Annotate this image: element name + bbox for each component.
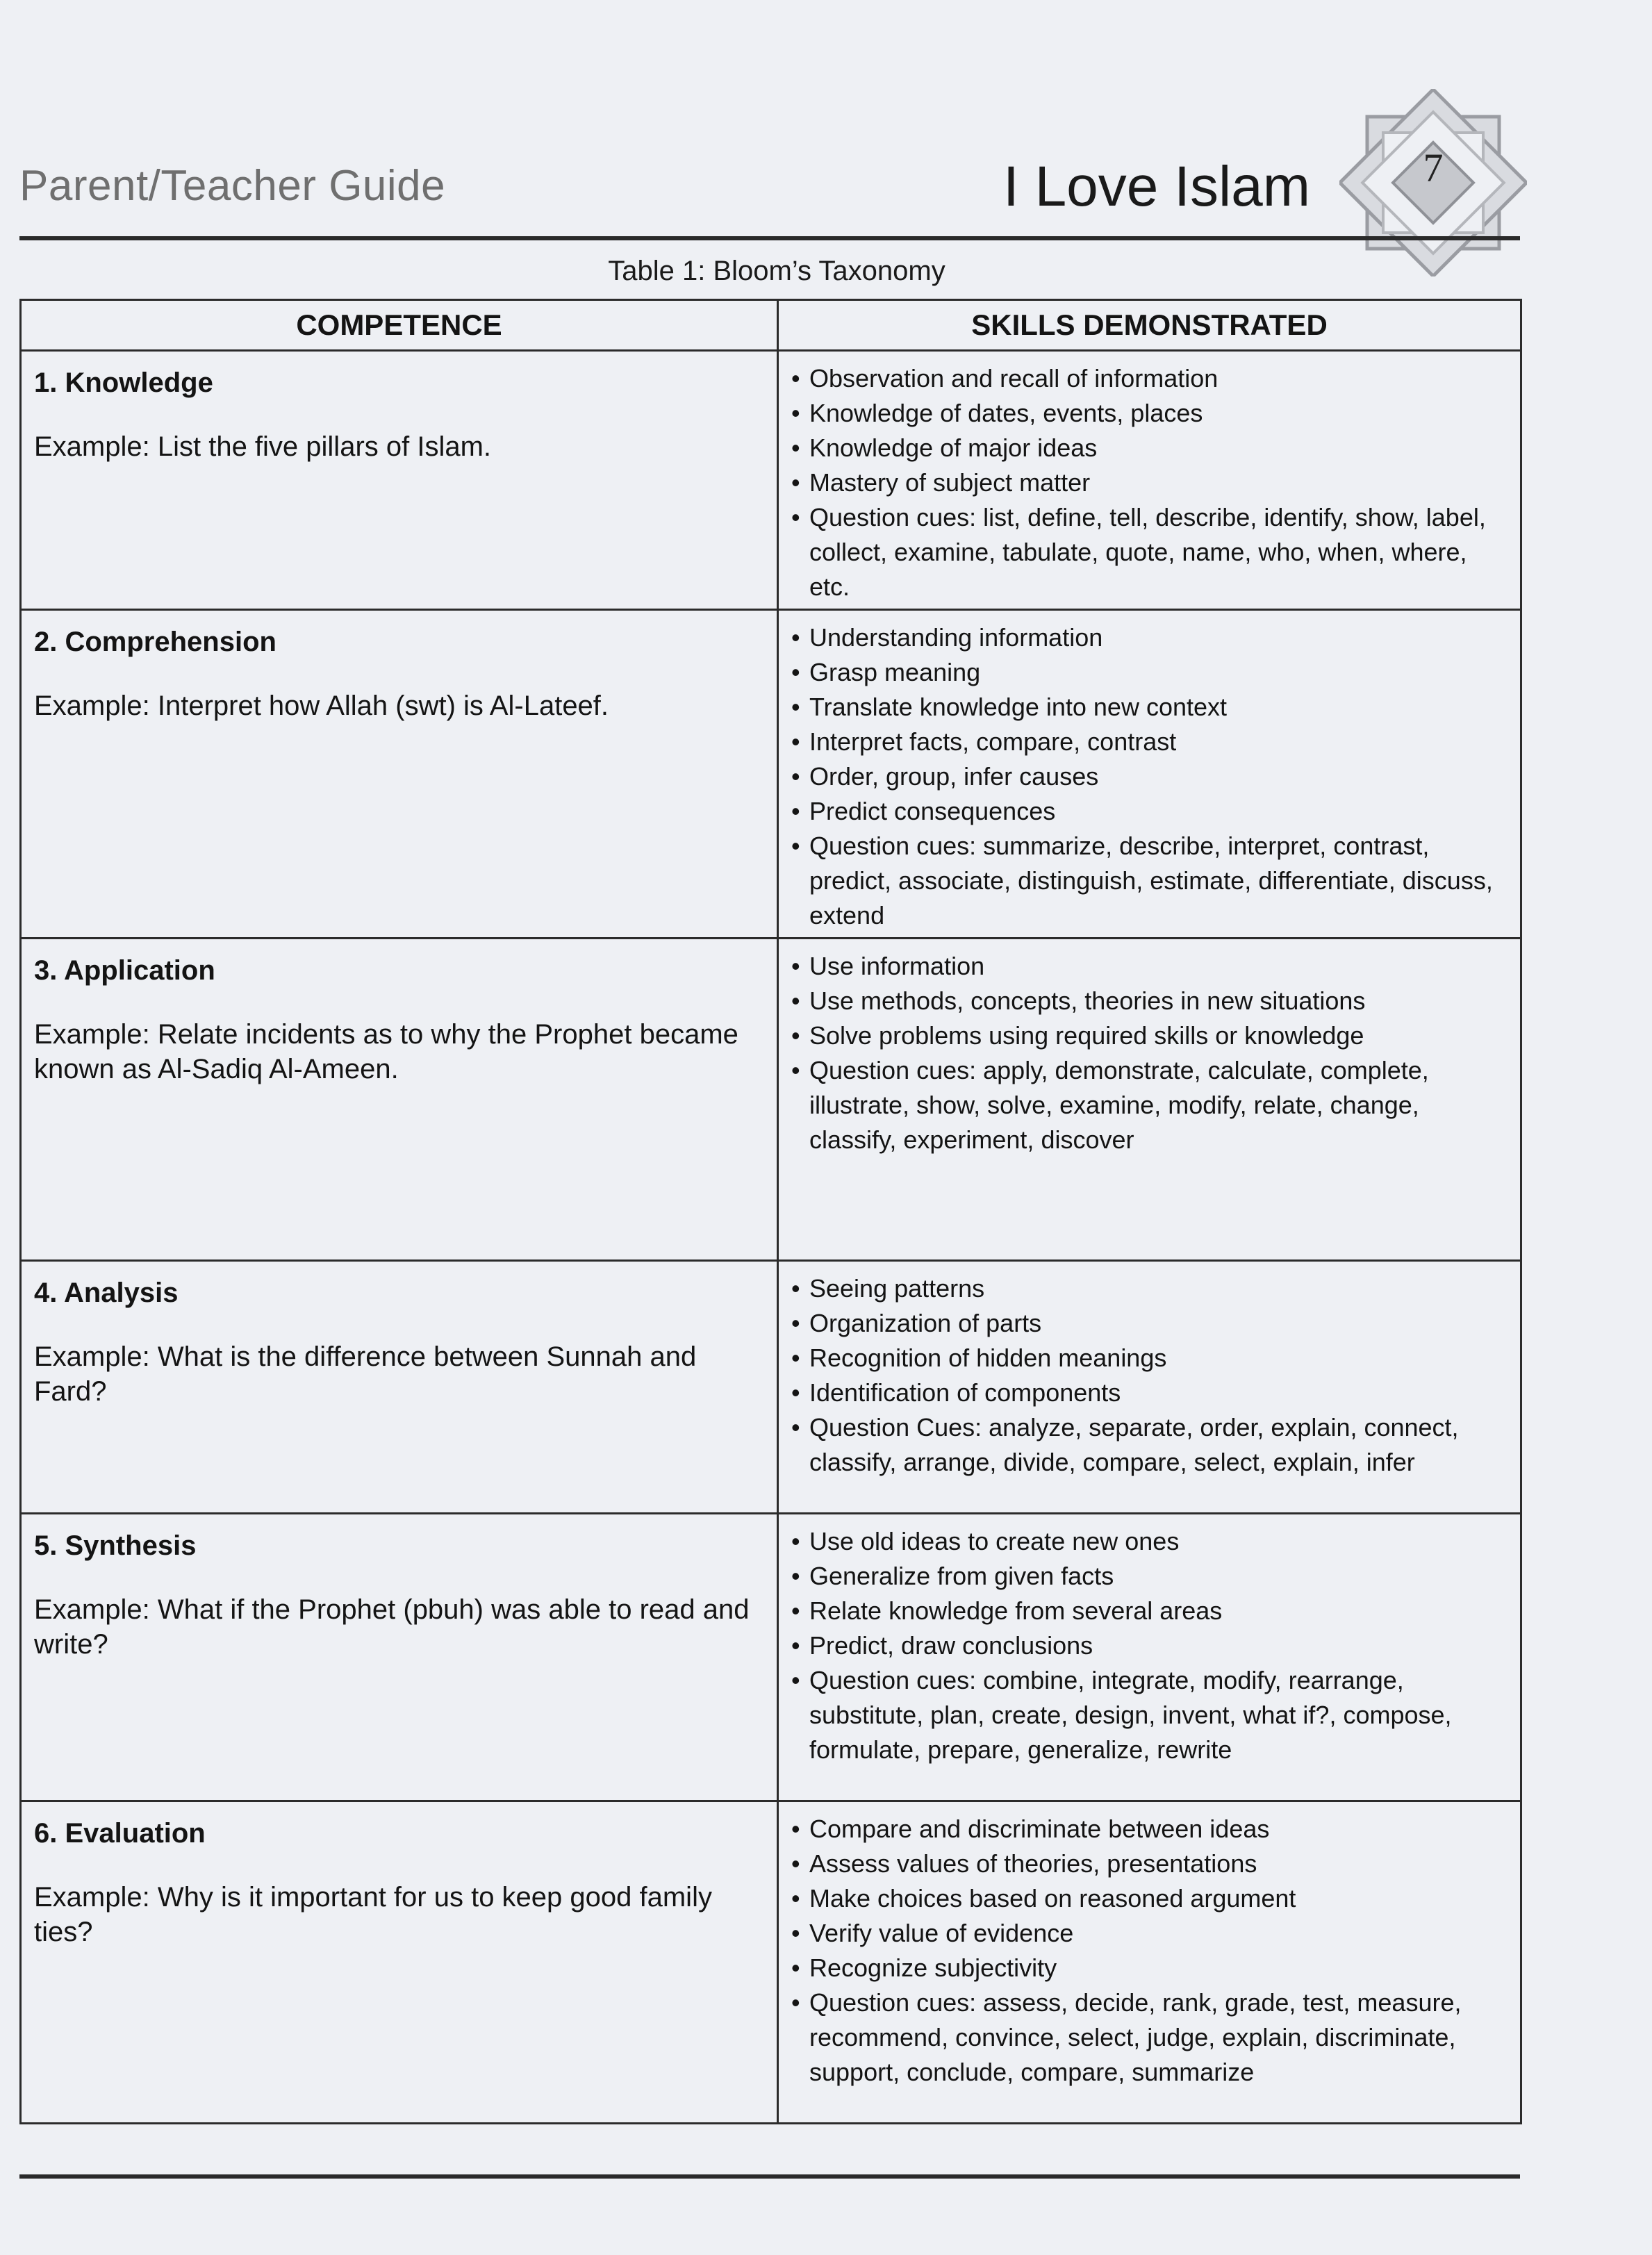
table-header-row (21, 300, 1521, 351)
example-text: Example: Interpret how Allah (swt) is Al-Lateef. (34, 691, 609, 721)
book-title: I Love Islam (1003, 155, 1311, 218)
competence-cell (21, 1514, 778, 1801)
skill-item: • Generalize from given facts (788, 1559, 1512, 1594)
skill-item: • Predict consequences (788, 794, 1512, 829)
skill-item: • Verify value of evidence (788, 1916, 1512, 1951)
skill-item: • Question cues: list, define, tell, describe, identify, show, label, collect, examine, tabulate, quote, name, who, when, where, etc. (788, 500, 1512, 604)
skill-list (788, 1812, 1512, 2090)
skill-item: • Recognition of hidden meanings (788, 1341, 1512, 1376)
guide-title: Parent/Teacher Guide (19, 162, 446, 210)
skills-cell (778, 1514, 1521, 1801)
skills-cell (778, 939, 1521, 1261)
skill-item: • Use methods, concepts, theories in new situations (788, 984, 1512, 1018)
competence-cell (21, 939, 778, 1261)
header-rule (19, 236, 1520, 240)
example-text: Example: Relate incidents as to why the Prophet became known as Al-Sadiq Al-Ameen. (34, 1019, 738, 1084)
footer-rule (19, 2174, 1520, 2179)
skill-item: • Interpret facts, compare, contrast (788, 725, 1512, 759)
table-row (21, 1261, 1521, 1514)
competence-cell (21, 1801, 778, 2124)
example-text: Example: What is the difference between Sunnah and Fard? (34, 1341, 697, 1407)
skill-item: • Seeing patterns (788, 1271, 1512, 1306)
skill-item: • Question cues: apply, demonstrate, calculate, complete, illustrate, show, solve, examine, modify, relate, change, classify, experiment, discover (788, 1053, 1512, 1157)
table-caption: Table 1: Bloom’s Taxonomy (608, 256, 945, 286)
skill-item: • Mastery of subject matter (788, 465, 1512, 500)
skills-cell (778, 351, 1521, 610)
competence-cell (21, 351, 778, 610)
skill-item: • Knowledge of major ideas (788, 431, 1512, 465)
skill-list (788, 620, 1512, 933)
competence-cell (21, 610, 778, 939)
skill-item: • Recognize subjectivity (788, 1951, 1512, 1985)
skill-item: • Order, group, infer causes (788, 759, 1512, 794)
column-header-skills: SKILLS DEMONSTRATED (778, 300, 1521, 351)
skill-item: • Question cues: combine, integrate, modify, rearrange, substitute, plan, create, design, invent, what if?, compose, formulate, prepare, generalize, rewrite (788, 1663, 1512, 1767)
skill-item: • Question Cues: analyze, separate, order, explain, connect, classify, arrange, divide, compare, select, explain, infer (788, 1410, 1512, 1480)
skill-item: • Observation and recall of information (788, 361, 1512, 396)
skill-item: • Predict, draw conclusions (788, 1628, 1512, 1663)
table-row (21, 939, 1521, 1261)
skill-item: • Assess values of theories, presentations (788, 1847, 1512, 1881)
skills-cell (778, 1261, 1521, 1514)
column-header-competence: COMPETENCE (21, 300, 778, 351)
skill-item: • Relate knowledge from several areas (788, 1594, 1512, 1628)
page-number: 7 (1423, 145, 1444, 190)
skill-list (788, 361, 1512, 604)
table-row (21, 1514, 1521, 1801)
skill-item: • Question cues: assess, decide, rank, grade, test, measure, recommend, convince, select, judge, explain, discriminate, support, conclude, compare, summarize (788, 1985, 1512, 2090)
skill-item: • Use old ideas to create new ones (788, 1524, 1512, 1559)
competence-cell (21, 1261, 778, 1514)
skill-item: • Understanding information (788, 620, 1512, 655)
skill-item: • Use information (788, 949, 1512, 984)
skill-item: • Make choices based on reasoned argument (788, 1881, 1512, 1916)
table-row (21, 1801, 1521, 2124)
skill-list (788, 949, 1512, 1157)
skill-item: • Solve problems using required skills or knowledge (788, 1018, 1512, 1053)
skills-cell (778, 1801, 1521, 2124)
blooms-taxonomy-table (19, 299, 1522, 2124)
level-title: 5. Synthesis (34, 1530, 197, 1561)
skill-item: • Translate knowledge into new context (788, 690, 1512, 725)
level-title: 2. Comprehension (34, 627, 276, 657)
skill-list (788, 1271, 1512, 1480)
table-row (21, 351, 1521, 610)
level-title: 3. Application (34, 955, 215, 986)
level-title: 6. Evaluation (34, 1818, 206, 1849)
table-row (21, 610, 1521, 939)
skill-list (788, 1524, 1512, 1767)
level-title: 1. Knowledge (34, 367, 213, 398)
example-text: Example: What if the Prophet (pbuh) was able to read and write? (34, 1594, 750, 1660)
skill-item: • Grasp meaning (788, 655, 1512, 690)
skill-item: • Organization of parts (788, 1306, 1512, 1341)
skill-item: • Question cues: summarize, describe, interpret, contrast, predict, associate, distinguish, estimate, differentiate, discuss, extend (788, 829, 1512, 933)
skills-cell (778, 610, 1521, 939)
example-text: Example: List the five pillars of Islam. (34, 431, 492, 462)
level-title: 4. Analysis (34, 1278, 179, 1308)
skill-item: • Identification of components (788, 1376, 1512, 1410)
example-text: Example: Why is it important for us to keep good family ties? (34, 1882, 712, 1947)
skill-item: • Knowledge of dates, events, places (788, 396, 1512, 431)
skill-item: • Compare and discriminate between ideas (788, 1812, 1512, 1847)
